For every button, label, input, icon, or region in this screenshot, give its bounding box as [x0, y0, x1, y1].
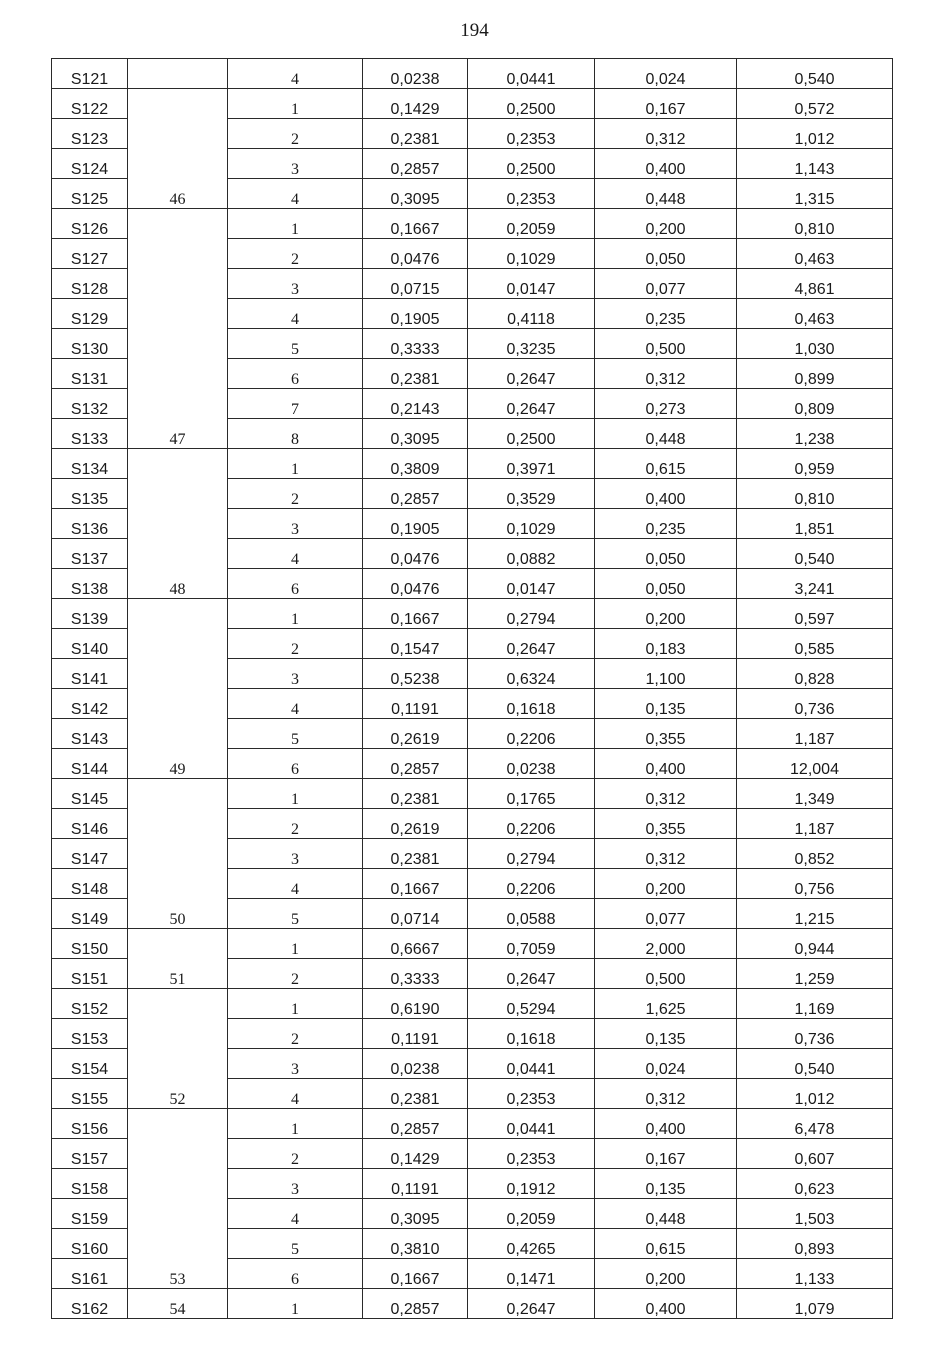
- value-2-cell: 0,2647: [468, 959, 595, 989]
- value-4-cell: 0,463: [737, 239, 893, 269]
- sample-id-cell: S151: [52, 959, 128, 989]
- value-3-cell: 0,135: [595, 1019, 737, 1049]
- value-1-cell: 0,2381: [363, 1079, 468, 1109]
- sample-id-cell: S159: [52, 1199, 128, 1229]
- value-2-cell: 0,0441: [468, 1049, 595, 1079]
- value-2-cell: 0,1029: [468, 509, 595, 539]
- sample-id-cell: S148: [52, 869, 128, 899]
- table-row: [52, 1289, 893, 1319]
- value-2-cell: 0,1765: [468, 779, 595, 809]
- value-1-cell: 0,2857: [363, 749, 468, 779]
- table-row: [52, 89, 893, 119]
- value-4-cell: 1,012: [737, 1079, 893, 1109]
- value-4-cell: 0,828: [737, 659, 893, 689]
- sample-id-cell: S125: [52, 179, 128, 209]
- value-2-cell: 0,2353: [468, 1079, 595, 1109]
- value-4-cell: 0,585: [737, 629, 893, 659]
- value-1-cell: 0,5238: [363, 659, 468, 689]
- subgroup-cell: 6: [228, 359, 363, 389]
- value-2-cell: 0,0238: [468, 749, 595, 779]
- value-4-cell: 1,187: [737, 809, 893, 839]
- subgroup-cell: 6: [228, 569, 363, 599]
- value-4-cell: 1,133: [737, 1259, 893, 1289]
- value-4-cell: 1,030: [737, 329, 893, 359]
- subgroup-cell: 1: [228, 1289, 363, 1319]
- value-1-cell: 0,1429: [363, 89, 468, 119]
- value-1-cell: 0,6667: [363, 929, 468, 959]
- value-2-cell: 0,2059: [468, 209, 595, 239]
- value-1-cell: 0,3095: [363, 419, 468, 449]
- value-2-cell: 0,2794: [468, 839, 595, 869]
- value-2-cell: 0,5294: [468, 989, 595, 1019]
- subgroup-cell: 3: [228, 1049, 363, 1079]
- subgroup-cell: 4: [228, 869, 363, 899]
- value-4-cell: 1,187: [737, 719, 893, 749]
- value-3-cell: 0,448: [595, 1199, 737, 1229]
- value-2-cell: 0,2647: [468, 389, 595, 419]
- sample-id-cell: S154: [52, 1049, 128, 1079]
- sample-id-cell: S129: [52, 299, 128, 329]
- table-row: [52, 599, 893, 629]
- value-2-cell: 0,4265: [468, 1229, 595, 1259]
- value-3-cell: 0,312: [595, 839, 737, 869]
- sample-id-cell: S145: [52, 779, 128, 809]
- subgroup-cell: 3: [228, 839, 363, 869]
- group-cell: 51: [128, 929, 228, 989]
- value-2-cell: 0,1029: [468, 239, 595, 269]
- group-cell: 52: [128, 989, 228, 1109]
- sample-id-cell: S121: [52, 59, 128, 89]
- subgroup-cell: 4: [228, 689, 363, 719]
- value-2-cell: 0,2206: [468, 719, 595, 749]
- subgroup-cell: 2: [228, 1139, 363, 1169]
- value-4-cell: 0,852: [737, 839, 893, 869]
- sample-id-cell: S124: [52, 149, 128, 179]
- sample-id-cell: S153: [52, 1019, 128, 1049]
- value-4-cell: 0,810: [737, 209, 893, 239]
- subgroup-cell: 7: [228, 389, 363, 419]
- table-row: [52, 209, 893, 239]
- value-1-cell: 0,1667: [363, 869, 468, 899]
- sample-id-cell: S141: [52, 659, 128, 689]
- value-4-cell: 1,503: [737, 1199, 893, 1229]
- subgroup-cell: 1: [228, 209, 363, 239]
- page-number: 194: [460, 20, 489, 41]
- subgroup-cell: 2: [228, 1019, 363, 1049]
- value-2-cell: 0,7059: [468, 929, 595, 959]
- value-4-cell: 0,736: [737, 1019, 893, 1049]
- value-1-cell: 0,1547: [363, 629, 468, 659]
- subgroup-cell: 6: [228, 749, 363, 779]
- value-2-cell: 0,0441: [468, 59, 595, 89]
- value-3-cell: 0,167: [595, 1139, 737, 1169]
- value-4-cell: 0,944: [737, 929, 893, 959]
- value-1-cell: 0,3810: [363, 1229, 468, 1259]
- value-1-cell: 0,1191: [363, 1019, 468, 1049]
- data-table: [51, 58, 893, 1319]
- value-2-cell: 0,2647: [468, 1289, 595, 1319]
- subgroup-cell: 4: [228, 539, 363, 569]
- value-4-cell: 0,572: [737, 89, 893, 119]
- value-4-cell: 0,810: [737, 479, 893, 509]
- value-2-cell: 0,3971: [468, 449, 595, 479]
- subgroup-cell: 2: [228, 239, 363, 269]
- value-2-cell: 0,2353: [468, 179, 595, 209]
- group-cell: 54: [128, 1289, 228, 1319]
- subgroup-cell: 2: [228, 959, 363, 989]
- subgroup-cell: 3: [228, 1169, 363, 1199]
- value-2-cell: 0,6324: [468, 659, 595, 689]
- value-1-cell: 0,0238: [363, 1049, 468, 1079]
- value-3-cell: 0,050: [595, 239, 737, 269]
- table-row: [52, 989, 893, 1019]
- subgroup-cell: 4: [228, 299, 363, 329]
- value-1-cell: 0,2857: [363, 1289, 468, 1319]
- value-4-cell: 1,259: [737, 959, 893, 989]
- value-2-cell: 0,1471: [468, 1259, 595, 1289]
- value-3-cell: 0,312: [595, 779, 737, 809]
- subgroup-cell: 8: [228, 419, 363, 449]
- sample-id-cell: S128: [52, 269, 128, 299]
- value-1-cell: 0,1905: [363, 509, 468, 539]
- subgroup-cell: 3: [228, 149, 363, 179]
- value-2-cell: 0,2059: [468, 1199, 595, 1229]
- value-4-cell: 1,315: [737, 179, 893, 209]
- group-cell: 50: [128, 779, 228, 929]
- value-3-cell: 0,355: [595, 719, 737, 749]
- value-1-cell: 0,0476: [363, 569, 468, 599]
- value-4-cell: 1,143: [737, 149, 893, 179]
- value-3-cell: 0,200: [595, 1259, 737, 1289]
- sample-id-cell: S155: [52, 1079, 128, 1109]
- value-4-cell: 1,349: [737, 779, 893, 809]
- value-3-cell: 0,615: [595, 449, 737, 479]
- value-1-cell: 0,2381: [363, 119, 468, 149]
- value-1-cell: 0,2143: [363, 389, 468, 419]
- sample-id-cell: S150: [52, 929, 128, 959]
- subgroup-cell: 4: [228, 1199, 363, 1229]
- subgroup-cell: 1: [228, 449, 363, 479]
- value-1-cell: 0,2381: [363, 839, 468, 869]
- value-4-cell: 0,597: [737, 599, 893, 629]
- sample-id-cell: S160: [52, 1229, 128, 1259]
- subgroup-cell: 3: [228, 659, 363, 689]
- subgroup-cell: 2: [228, 119, 363, 149]
- sample-id-cell: S130: [52, 329, 128, 359]
- value-3-cell: 0,183: [595, 629, 737, 659]
- subgroup-cell: 1: [228, 929, 363, 959]
- value-3-cell: 0,050: [595, 569, 737, 599]
- subgroup-cell: 2: [228, 479, 363, 509]
- value-1-cell: 0,0715: [363, 269, 468, 299]
- value-2-cell: 0,2500: [468, 149, 595, 179]
- group-cell: [128, 59, 228, 89]
- subgroup-cell: 3: [228, 509, 363, 539]
- value-1-cell: 0,3095: [363, 179, 468, 209]
- value-3-cell: 0,400: [595, 479, 737, 509]
- value-3-cell: 0,273: [595, 389, 737, 419]
- subgroup-cell: 1: [228, 1109, 363, 1139]
- value-1-cell: 0,2857: [363, 479, 468, 509]
- value-3-cell: 0,448: [595, 179, 737, 209]
- value-3-cell: 2,000: [595, 929, 737, 959]
- sample-id-cell: S143: [52, 719, 128, 749]
- subgroup-cell: 3: [228, 269, 363, 299]
- value-4-cell: 6,478: [737, 1109, 893, 1139]
- value-1-cell: 0,1191: [363, 689, 468, 719]
- value-4-cell: 0,899: [737, 359, 893, 389]
- value-4-cell: 1,215: [737, 899, 893, 929]
- value-2-cell: 0,2500: [468, 89, 595, 119]
- sample-id-cell: S140: [52, 629, 128, 659]
- value-1-cell: 0,1429: [363, 1139, 468, 1169]
- value-2-cell: 0,0882: [468, 539, 595, 569]
- value-3-cell: 0,077: [595, 899, 737, 929]
- value-1-cell: 0,6190: [363, 989, 468, 1019]
- value-4-cell: 1,169: [737, 989, 893, 1019]
- value-2-cell: 0,3529: [468, 479, 595, 509]
- sample-id-cell: S161: [52, 1259, 128, 1289]
- subgroup-cell: 1: [228, 599, 363, 629]
- subgroup-cell: 4: [228, 59, 363, 89]
- sample-id-cell: S135: [52, 479, 128, 509]
- group-cell: 46: [128, 89, 228, 209]
- value-1-cell: 0,2381: [363, 779, 468, 809]
- value-3-cell: 0,355: [595, 809, 737, 839]
- value-1-cell: 0,1667: [363, 1259, 468, 1289]
- value-2-cell: 0,0147: [468, 569, 595, 599]
- sample-id-cell: S139: [52, 599, 128, 629]
- table-row: [52, 929, 893, 959]
- subgroup-cell: 5: [228, 899, 363, 929]
- subgroup-cell: 1: [228, 779, 363, 809]
- sample-id-cell: S126: [52, 209, 128, 239]
- value-3-cell: 0,200: [595, 209, 737, 239]
- table-body: [52, 59, 893, 1319]
- value-1-cell: 0,0238: [363, 59, 468, 89]
- value-1-cell: 0,0714: [363, 899, 468, 929]
- value-3-cell: 0,400: [595, 149, 737, 179]
- value-3-cell: 0,312: [595, 119, 737, 149]
- value-2-cell: 0,0441: [468, 1109, 595, 1139]
- table-row: [52, 449, 893, 479]
- value-1-cell: 0,3333: [363, 959, 468, 989]
- value-2-cell: 0,1618: [468, 689, 595, 719]
- sample-id-cell: S137: [52, 539, 128, 569]
- value-2-cell: 0,2353: [468, 119, 595, 149]
- value-4-cell: 1,012: [737, 119, 893, 149]
- sample-id-cell: S132: [52, 389, 128, 419]
- value-3-cell: 0,312: [595, 1079, 737, 1109]
- value-4-cell: 0,463: [737, 299, 893, 329]
- value-4-cell: 1,079: [737, 1289, 893, 1319]
- subgroup-cell: 5: [228, 1229, 363, 1259]
- value-1-cell: 0,2619: [363, 719, 468, 749]
- value-1-cell: 0,2857: [363, 149, 468, 179]
- subgroup-cell: 4: [228, 179, 363, 209]
- value-2-cell: 0,2206: [468, 809, 595, 839]
- sample-id-cell: S122: [52, 89, 128, 119]
- value-3-cell: 0,400: [595, 1109, 737, 1139]
- sample-id-cell: S142: [52, 689, 128, 719]
- subgroup-cell: 1: [228, 989, 363, 1019]
- table-row: [52, 59, 893, 89]
- subgroup-cell: 5: [228, 329, 363, 359]
- value-3-cell: 0,312: [595, 359, 737, 389]
- subgroup-cell: 6: [228, 1259, 363, 1289]
- table-row: [52, 779, 893, 809]
- value-1-cell: 0,3809: [363, 449, 468, 479]
- value-4-cell: 0,893: [737, 1229, 893, 1259]
- value-1-cell: 0,0476: [363, 239, 468, 269]
- value-3-cell: 0,400: [595, 1289, 737, 1319]
- value-2-cell: 0,2500: [468, 419, 595, 449]
- subgroup-cell: 4: [228, 1079, 363, 1109]
- group-cell: 49: [128, 599, 228, 779]
- value-4-cell: 0,540: [737, 59, 893, 89]
- group-cell: 53: [128, 1109, 228, 1289]
- sample-id-cell: S157: [52, 1139, 128, 1169]
- sample-id-cell: S133: [52, 419, 128, 449]
- value-1-cell: 0,1667: [363, 599, 468, 629]
- subgroup-cell: 2: [228, 629, 363, 659]
- value-3-cell: 0,135: [595, 689, 737, 719]
- value-2-cell: 0,2353: [468, 1139, 595, 1169]
- value-4-cell: 0,736: [737, 689, 893, 719]
- value-4-cell: 1,238: [737, 419, 893, 449]
- value-3-cell: 0,024: [595, 1049, 737, 1079]
- sample-id-cell: S138: [52, 569, 128, 599]
- value-1-cell: 0,0476: [363, 539, 468, 569]
- group-cell: 47: [128, 209, 228, 449]
- value-2-cell: 0,2794: [468, 599, 595, 629]
- value-4-cell: 0,623: [737, 1169, 893, 1199]
- value-2-cell: 0,2647: [468, 629, 595, 659]
- value-3-cell: 0,200: [595, 599, 737, 629]
- group-cell: 48: [128, 449, 228, 599]
- value-2-cell: 0,0588: [468, 899, 595, 929]
- value-1-cell: 0,2857: [363, 1109, 468, 1139]
- value-3-cell: 0,167: [595, 89, 737, 119]
- value-3-cell: 0,050: [595, 539, 737, 569]
- sample-id-cell: S134: [52, 449, 128, 479]
- sample-id-cell: S123: [52, 119, 128, 149]
- value-2-cell: 0,0147: [468, 269, 595, 299]
- value-3-cell: 0,400: [595, 749, 737, 779]
- value-3-cell: 0,615: [595, 1229, 737, 1259]
- value-1-cell: 0,3095: [363, 1199, 468, 1229]
- value-1-cell: 0,1667: [363, 209, 468, 239]
- value-4-cell: 0,540: [737, 1049, 893, 1079]
- value-4-cell: 0,809: [737, 389, 893, 419]
- sample-id-cell: S144: [52, 749, 128, 779]
- sample-id-cell: S162: [52, 1289, 128, 1319]
- value-1-cell: 0,1191: [363, 1169, 468, 1199]
- sample-id-cell: S156: [52, 1109, 128, 1139]
- value-3-cell: 0,024: [595, 59, 737, 89]
- value-3-cell: 0,235: [595, 299, 737, 329]
- value-2-cell: 0,3235: [468, 329, 595, 359]
- value-2-cell: 0,2647: [468, 359, 595, 389]
- sample-id-cell: S127: [52, 239, 128, 269]
- value-1-cell: 0,1905: [363, 299, 468, 329]
- sample-id-cell: S149: [52, 899, 128, 929]
- value-3-cell: 0,448: [595, 419, 737, 449]
- value-4-cell: 0,756: [737, 869, 893, 899]
- value-4-cell: 0,607: [737, 1139, 893, 1169]
- value-1-cell: 0,2619: [363, 809, 468, 839]
- value-3-cell: 0,135: [595, 1169, 737, 1199]
- subgroup-cell: 5: [228, 719, 363, 749]
- value-4-cell: 3,241: [737, 569, 893, 599]
- value-2-cell: 0,1618: [468, 1019, 595, 1049]
- sample-id-cell: S152: [52, 989, 128, 1019]
- value-4-cell: 1,851: [737, 509, 893, 539]
- sample-id-cell: S131: [52, 359, 128, 389]
- value-4-cell: 0,959: [737, 449, 893, 479]
- value-2-cell: 0,4118: [468, 299, 595, 329]
- table-row: [52, 1109, 893, 1139]
- value-3-cell: 0,500: [595, 959, 737, 989]
- subgroup-cell: 1: [228, 89, 363, 119]
- value-2-cell: 0,1912: [468, 1169, 595, 1199]
- subgroup-cell: 2: [228, 809, 363, 839]
- value-2-cell: 0,2206: [468, 869, 595, 899]
- value-3-cell: 1,625: [595, 989, 737, 1019]
- value-3-cell: 0,077: [595, 269, 737, 299]
- value-3-cell: 1,100: [595, 659, 737, 689]
- sample-id-cell: S136: [52, 509, 128, 539]
- value-1-cell: 0,3333: [363, 329, 468, 359]
- sample-id-cell: S146: [52, 809, 128, 839]
- value-4-cell: 12,004: [737, 749, 893, 779]
- value-3-cell: 0,500: [595, 329, 737, 359]
- value-4-cell: 0,540: [737, 539, 893, 569]
- value-3-cell: 0,235: [595, 509, 737, 539]
- value-4-cell: 4,861: [737, 269, 893, 299]
- value-1-cell: 0,2381: [363, 359, 468, 389]
- sample-id-cell: S147: [52, 839, 128, 869]
- value-3-cell: 0,200: [595, 869, 737, 899]
- sample-id-cell: S158: [52, 1169, 128, 1199]
